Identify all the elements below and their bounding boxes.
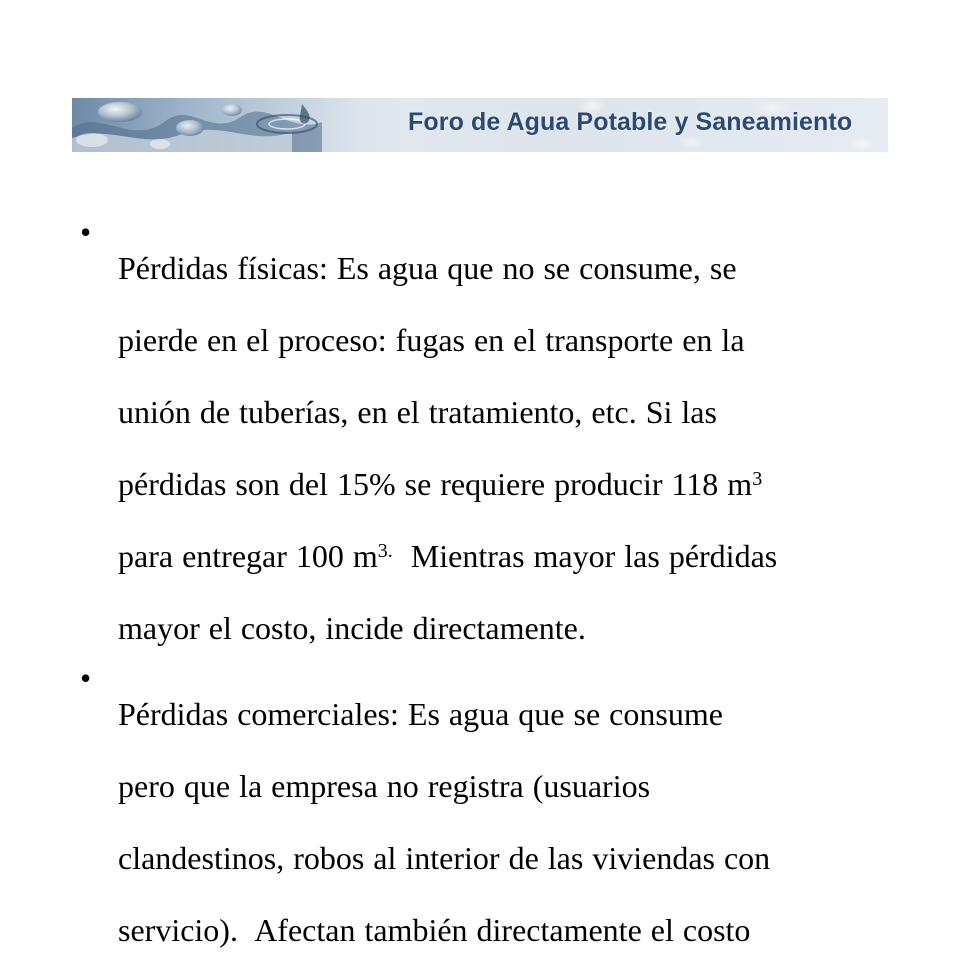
header-banner — [72, 98, 888, 152]
text-line: mayor el costo, incide directamente. — [118, 610, 586, 646]
bullet-item-physical-losses — [80, 214, 900, 646]
text-line: servicio). Afectan también directamente el costo — [118, 912, 751, 948]
bullet-icon: • — [80, 660, 92, 696]
text-line: clandestinos, robos al interior de las viviendas con — [118, 840, 771, 876]
bullet-list — [80, 214, 900, 962]
bullet-text — [118, 660, 900, 948]
superscript-three: 3. — [377, 540, 393, 562]
bullet-item-commercial-losses — [80, 660, 900, 948]
bullet-icon: • — [80, 214, 92, 250]
bullet-text — [118, 214, 900, 646]
text-line: Pérdidas físicas: Es agua que no se consume, se — [118, 250, 737, 286]
banner-title: Foro de Agua Potable y Saneamiento — [408, 108, 853, 136]
text-line: pero que la empresa no registra (usuarios — [118, 768, 651, 804]
text-line: Pérdidas comerciales: Es agua que se consume — [118, 696, 723, 732]
superscript-three: 3 — [752, 468, 763, 490]
text-line: pierde en el proceso: fugas en el transporte en la — [118, 322, 745, 358]
water-splash-image — [72, 98, 412, 152]
text-line: para entregar 100 m — [118, 538, 378, 574]
text-line: Mientras mayor las pérdidas — [392, 538, 778, 574]
text-line: pérdidas son del 15% se requiere producir 118 m — [118, 466, 753, 502]
text-line: unión de tuberías, en el tratamiento, etc. Si las — [118, 394, 717, 430]
